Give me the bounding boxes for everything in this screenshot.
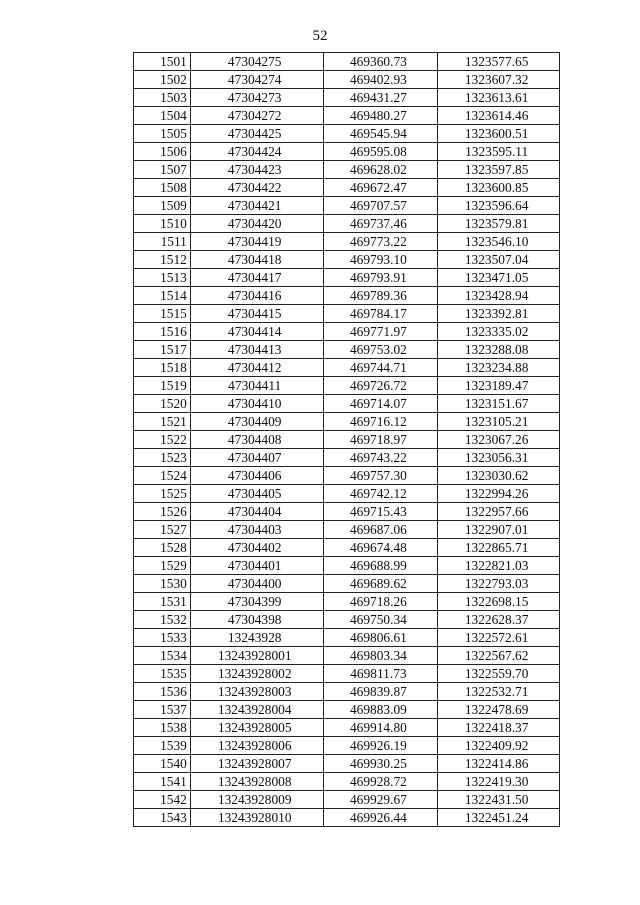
- point-id-cell: 13243928009: [190, 791, 323, 809]
- row-index-cell: 1519: [134, 377, 191, 395]
- table-row: [134, 557, 560, 575]
- row-index-cell: 1525: [134, 485, 191, 503]
- table-row: [134, 359, 560, 377]
- y-coordinate-cell: 1322907.01: [438, 521, 560, 539]
- row-index-cell: 1527: [134, 521, 191, 539]
- x-coordinate-cell: 469726.72: [323, 377, 438, 395]
- y-coordinate-cell: 1322628.37: [438, 611, 560, 629]
- x-coordinate-cell: 469883.09: [323, 701, 438, 719]
- row-index-cell: 1509: [134, 197, 191, 215]
- point-id-cell: 47304411: [190, 377, 323, 395]
- point-id-cell: 47304400: [190, 575, 323, 593]
- row-index-cell: 1504: [134, 107, 191, 125]
- table-row: [134, 323, 560, 341]
- y-coordinate-cell: 1322418.37: [438, 719, 560, 737]
- row-index-cell: 1528: [134, 539, 191, 557]
- point-id-cell: 47304418: [190, 251, 323, 269]
- y-coordinate-cell: 1322957.66: [438, 503, 560, 521]
- row-index-cell: 1523: [134, 449, 191, 467]
- coordinates-table: [133, 52, 560, 827]
- row-index-cell: 1508: [134, 179, 191, 197]
- row-index-cell: 1511: [134, 233, 191, 251]
- y-coordinate-cell: 1323595.11: [438, 143, 560, 161]
- y-coordinate-cell: 1323613.61: [438, 89, 560, 107]
- table-row: [134, 791, 560, 809]
- table-row: [134, 125, 560, 143]
- x-coordinate-cell: 469742.12: [323, 485, 438, 503]
- row-index-cell: 1522: [134, 431, 191, 449]
- row-index-cell: 1537: [134, 701, 191, 719]
- y-coordinate-cell: 1322793.03: [438, 575, 560, 593]
- x-coordinate-cell: 469718.97: [323, 431, 438, 449]
- page-number: 52: [312, 28, 328, 44]
- y-coordinate-cell: 1323596.64: [438, 197, 560, 215]
- x-coordinate-cell: 469926.44: [323, 809, 438, 827]
- row-index-cell: 1514: [134, 287, 191, 305]
- y-coordinate-cell: 1323607.32: [438, 71, 560, 89]
- table-row: [134, 773, 560, 791]
- x-coordinate-cell: 469431.27: [323, 89, 438, 107]
- x-coordinate-cell: 469595.08: [323, 143, 438, 161]
- row-index-cell: 1532: [134, 611, 191, 629]
- row-index-cell: 1535: [134, 665, 191, 683]
- point-id-cell: 47304419: [190, 233, 323, 251]
- table-row: [134, 683, 560, 701]
- x-coordinate-cell: 469929.67: [323, 791, 438, 809]
- x-coordinate-cell: 469753.02: [323, 341, 438, 359]
- x-coordinate-cell: 469803.34: [323, 647, 438, 665]
- table-row: [134, 53, 560, 71]
- row-index-cell: 1517: [134, 341, 191, 359]
- point-id-cell: 47304414: [190, 323, 323, 341]
- point-id-cell: 47304425: [190, 125, 323, 143]
- x-coordinate-cell: 469360.73: [323, 53, 438, 71]
- point-id-cell: 13243928005: [190, 719, 323, 737]
- point-id-cell: 47304422: [190, 179, 323, 197]
- point-id-cell: 13243928003: [190, 683, 323, 701]
- table-row: [134, 737, 560, 755]
- point-id-cell: 47304424: [190, 143, 323, 161]
- point-id-cell: 47304415: [190, 305, 323, 323]
- row-index-cell: 1543: [134, 809, 191, 827]
- row-index-cell: 1526: [134, 503, 191, 521]
- x-coordinate-cell: 469750.34: [323, 611, 438, 629]
- point-id-cell: 47304417: [190, 269, 323, 287]
- x-coordinate-cell: 469811.73: [323, 665, 438, 683]
- row-index-cell: 1518: [134, 359, 191, 377]
- row-index-cell: 1505: [134, 125, 191, 143]
- point-id-cell: 13243928: [190, 629, 323, 647]
- x-coordinate-cell: 469789.36: [323, 287, 438, 305]
- y-coordinate-cell: 1323030.62: [438, 467, 560, 485]
- table-row: [134, 701, 560, 719]
- x-coordinate-cell: 469793.10: [323, 251, 438, 269]
- table-row: [134, 575, 560, 593]
- y-coordinate-cell: 1322994.26: [438, 485, 560, 503]
- row-index-cell: 1503: [134, 89, 191, 107]
- point-id-cell: 47304399: [190, 593, 323, 611]
- x-coordinate-cell: 469926.19: [323, 737, 438, 755]
- table-row: [134, 107, 560, 125]
- point-id-cell: 13243928006: [190, 737, 323, 755]
- y-coordinate-cell: 1322409.92: [438, 737, 560, 755]
- point-id-cell: 47304273: [190, 89, 323, 107]
- table-row: [134, 755, 560, 773]
- table-row: [134, 467, 560, 485]
- y-coordinate-cell: 1322559.70: [438, 665, 560, 683]
- row-index-cell: 1524: [134, 467, 191, 485]
- table-row: [134, 341, 560, 359]
- table-row: [134, 593, 560, 611]
- x-coordinate-cell: 469714.07: [323, 395, 438, 413]
- x-coordinate-cell: 469718.26: [323, 593, 438, 611]
- x-coordinate-cell: 469793.91: [323, 269, 438, 287]
- y-coordinate-cell: 1323335.02: [438, 323, 560, 341]
- table-row: [134, 539, 560, 557]
- row-index-cell: 1513: [134, 269, 191, 287]
- x-coordinate-cell: 469784.17: [323, 305, 438, 323]
- y-coordinate-cell: 1323579.81: [438, 215, 560, 233]
- x-coordinate-cell: 469672.47: [323, 179, 438, 197]
- y-coordinate-cell: 1323288.08: [438, 341, 560, 359]
- table-row: [134, 521, 560, 539]
- row-index-cell: 1530: [134, 575, 191, 593]
- point-id-cell: 47304413: [190, 341, 323, 359]
- table-row: [134, 89, 560, 107]
- point-id-cell: 13243928001: [190, 647, 323, 665]
- point-id-cell: 47304403: [190, 521, 323, 539]
- y-coordinate-cell: 1323067.26: [438, 431, 560, 449]
- y-coordinate-cell: 1322478.69: [438, 701, 560, 719]
- table-row: [134, 71, 560, 89]
- point-id-cell: 47304405: [190, 485, 323, 503]
- x-coordinate-cell: 469707.57: [323, 197, 438, 215]
- x-coordinate-cell: 469806.61: [323, 629, 438, 647]
- point-id-cell: 13243928002: [190, 665, 323, 683]
- y-coordinate-cell: 1323234.88: [438, 359, 560, 377]
- point-id-cell: 47304412: [190, 359, 323, 377]
- x-coordinate-cell: 469757.30: [323, 467, 438, 485]
- table-row: [134, 251, 560, 269]
- y-coordinate-cell: 1323600.85: [438, 179, 560, 197]
- x-coordinate-cell: 469689.62: [323, 575, 438, 593]
- point-id-cell: 47304275: [190, 53, 323, 71]
- y-coordinate-cell: 1323600.51: [438, 125, 560, 143]
- row-index-cell: 1541: [134, 773, 191, 791]
- table-row: [134, 269, 560, 287]
- y-coordinate-cell: 1322865.71: [438, 539, 560, 557]
- point-id-cell: 47304398: [190, 611, 323, 629]
- point-id-cell: 13243928007: [190, 755, 323, 773]
- x-coordinate-cell: 469687.06: [323, 521, 438, 539]
- row-index-cell: 1512: [134, 251, 191, 269]
- table-row: [134, 305, 560, 323]
- row-index-cell: 1531: [134, 593, 191, 611]
- y-coordinate-cell: 1322572.61: [438, 629, 560, 647]
- y-coordinate-cell: 1323546.10: [438, 233, 560, 251]
- x-coordinate-cell: 469928.72: [323, 773, 438, 791]
- row-index-cell: 1536: [134, 683, 191, 701]
- y-coordinate-cell: 1323056.31: [438, 449, 560, 467]
- point-id-cell: 13243928004: [190, 701, 323, 719]
- point-id-cell: 47304404: [190, 503, 323, 521]
- y-coordinate-cell: 1322451.24: [438, 809, 560, 827]
- point-id-cell: 47304408: [190, 431, 323, 449]
- table-row: [134, 485, 560, 503]
- point-id-cell: 47304420: [190, 215, 323, 233]
- x-coordinate-cell: 469839.87: [323, 683, 438, 701]
- x-coordinate-cell: 469914.80: [323, 719, 438, 737]
- point-id-cell: 47304274: [190, 71, 323, 89]
- table-row: [134, 413, 560, 431]
- table-row: [134, 719, 560, 737]
- x-coordinate-cell: 469743.22: [323, 449, 438, 467]
- row-index-cell: 1507: [134, 161, 191, 179]
- point-id-cell: 47304402: [190, 539, 323, 557]
- y-coordinate-cell: 1323189.47: [438, 377, 560, 395]
- y-coordinate-cell: 1322698.15: [438, 593, 560, 611]
- table-row: [134, 233, 560, 251]
- table-row: [134, 287, 560, 305]
- y-coordinate-cell: 1322414.86: [438, 755, 560, 773]
- table-row: [134, 665, 560, 683]
- table-row: [134, 377, 560, 395]
- point-id-cell: 47304423: [190, 161, 323, 179]
- y-coordinate-cell: 1323471.05: [438, 269, 560, 287]
- x-coordinate-cell: 469716.12: [323, 413, 438, 431]
- point-id-cell: 47304416: [190, 287, 323, 305]
- table-row: [134, 503, 560, 521]
- row-index-cell: 1502: [134, 71, 191, 89]
- point-id-cell: 47304401: [190, 557, 323, 575]
- row-index-cell: 1510: [134, 215, 191, 233]
- table-row: [134, 809, 560, 827]
- y-coordinate-cell: 1322532.71: [438, 683, 560, 701]
- y-coordinate-cell: 1323577.65: [438, 53, 560, 71]
- y-coordinate-cell: 1323105.21: [438, 413, 560, 431]
- y-coordinate-cell: 1322431.50: [438, 791, 560, 809]
- row-index-cell: 1538: [134, 719, 191, 737]
- y-coordinate-cell: 1323614.46: [438, 107, 560, 125]
- y-coordinate-cell: 1322821.03: [438, 557, 560, 575]
- x-coordinate-cell: 469674.48: [323, 539, 438, 557]
- table-row: [134, 629, 560, 647]
- y-coordinate-cell: 1322567.62: [438, 647, 560, 665]
- row-index-cell: 1515: [134, 305, 191, 323]
- point-id-cell: 13243928010: [190, 809, 323, 827]
- x-coordinate-cell: 469402.93: [323, 71, 438, 89]
- row-index-cell: 1533: [134, 629, 191, 647]
- point-id-cell: 47304410: [190, 395, 323, 413]
- table-row: [134, 161, 560, 179]
- table-row: [134, 647, 560, 665]
- x-coordinate-cell: 469744.71: [323, 359, 438, 377]
- x-coordinate-cell: 469737.46: [323, 215, 438, 233]
- row-index-cell: 1501: [134, 53, 191, 71]
- x-coordinate-cell: 469628.02: [323, 161, 438, 179]
- y-coordinate-cell: 1323151.67: [438, 395, 560, 413]
- table-row: [134, 143, 560, 161]
- x-coordinate-cell: 469771.97: [323, 323, 438, 341]
- y-coordinate-cell: 1322419.30: [438, 773, 560, 791]
- table-row: [134, 431, 560, 449]
- y-coordinate-cell: 1323507.04: [438, 251, 560, 269]
- row-index-cell: 1520: [134, 395, 191, 413]
- x-coordinate-cell: 469688.99: [323, 557, 438, 575]
- table-row: [134, 449, 560, 467]
- x-coordinate-cell: 469480.27: [323, 107, 438, 125]
- point-id-cell: 47304409: [190, 413, 323, 431]
- table-row: [134, 395, 560, 413]
- y-coordinate-cell: 1323428.94: [438, 287, 560, 305]
- row-index-cell: 1506: [134, 143, 191, 161]
- table-row: [134, 611, 560, 629]
- row-index-cell: 1521: [134, 413, 191, 431]
- row-index-cell: 1534: [134, 647, 191, 665]
- table-row: [134, 197, 560, 215]
- x-coordinate-cell: 469930.25: [323, 755, 438, 773]
- point-id-cell: 47304407: [190, 449, 323, 467]
- row-index-cell: 1540: [134, 755, 191, 773]
- row-index-cell: 1542: [134, 791, 191, 809]
- row-index-cell: 1539: [134, 737, 191, 755]
- table-row: [134, 179, 560, 197]
- x-coordinate-cell: 469545.94: [323, 125, 438, 143]
- table-row: [134, 215, 560, 233]
- row-index-cell: 1529: [134, 557, 191, 575]
- y-coordinate-cell: 1323392.81: [438, 305, 560, 323]
- y-coordinate-cell: 1323597.85: [438, 161, 560, 179]
- x-coordinate-cell: 469773.22: [323, 233, 438, 251]
- row-index-cell: 1516: [134, 323, 191, 341]
- point-id-cell: 13243928008: [190, 773, 323, 791]
- point-id-cell: 47304421: [190, 197, 323, 215]
- point-id-cell: 47304272: [190, 107, 323, 125]
- x-coordinate-cell: 469715.43: [323, 503, 438, 521]
- point-id-cell: 47304406: [190, 467, 323, 485]
